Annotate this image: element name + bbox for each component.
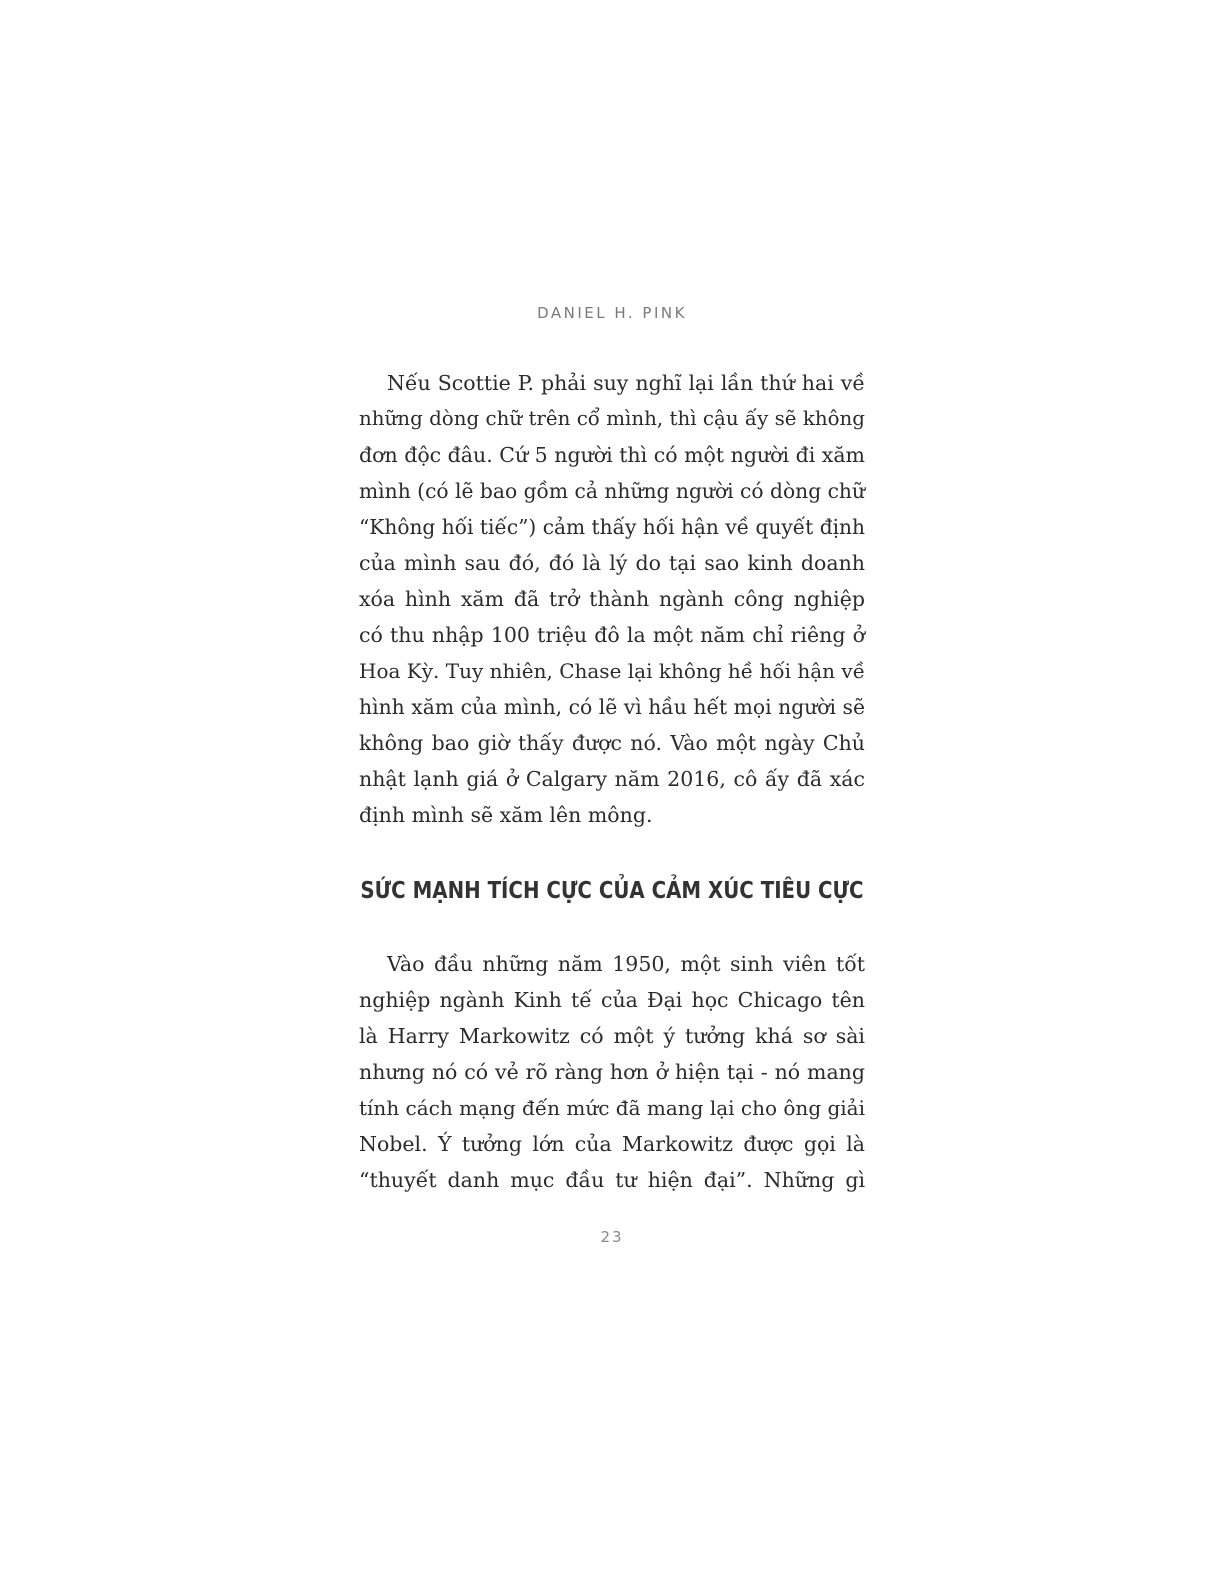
paragraph-line: Vào đầu những năm 1950, một sinh viên tốt [387, 952, 865, 976]
paragraph-line: xóa hình xăm đã trở thành ngành công nghiệp [359, 587, 865, 611]
paragraph-line: Nobel. Ý tưởng lớn của Markowitz được gọi là [359, 1132, 865, 1156]
paragraph-line: mình (có lẽ bao gồm cả những người có dòng chữ [359, 479, 865, 503]
paragraph-line: định mình sẽ xăm lên mông. [359, 803, 653, 827]
paragraph-line: không bao giờ thấy được nó. Vào một ngày Chủ [359, 731, 865, 755]
paragraph-line: những dòng chữ trên cổ mình, thì cậu ấy sẽ không [359, 407, 865, 430]
section-heading: SỨC MẠNH TÍCH CỰC CỦA CẢM XÚC TIÊU CỰC [360, 878, 864, 904]
paragraph-line: là Harry Markowitz có một ý tưởng khá sơ sài [359, 1024, 865, 1048]
paragraph-line: nhật lạnh giá ở Calgary năm 2016, cô ấy đã xác [359, 767, 865, 791]
paragraph-line: “thuyết danh mục đầu tư hiện đại”. Những gì [359, 1168, 865, 1192]
paragraph-line: tính cách mạng đến mức đã mang lại cho ông giải [359, 1096, 865, 1120]
paragraph-line: Hoa Kỳ. Tuy nhiên, Chase lại không hề hối hận về [359, 659, 865, 683]
paragraph-line: hình xăm của mình, có lẽ vì hầu hết mọi người sẽ [359, 695, 865, 719]
paragraph-line: của mình sau đó, đó là lý do tại sao kinh doanh [359, 551, 865, 575]
page-number: 23 [600, 1228, 624, 1246]
paragraph-line: đơn độc đâu. Cứ 5 người thì có một người đi xăm [359, 443, 865, 467]
paragraph-line: nhưng nó có vẻ rõ ràng hơn ở hiện tại - nó mang [359, 1060, 865, 1084]
paragraph-line: nghiệp ngành Kinh tế của Đại học Chicago tên [359, 988, 865, 1012]
running-head-author: DANIEL H. PINK [537, 304, 687, 322]
paragraph-2 [359, 946, 865, 1198]
paragraph-1 [359, 365, 865, 833]
paragraph-line: có thu nhập 100 triệu đô la một năm chỉ riêng ở [359, 623, 865, 647]
paragraph-line: Nếu Scottie P. phải suy nghĩ lại lần thứ hai về [387, 371, 865, 395]
paragraph-line: “Không hối tiếc”) cảm thấy hối hận về quyết định [359, 515, 865, 539]
